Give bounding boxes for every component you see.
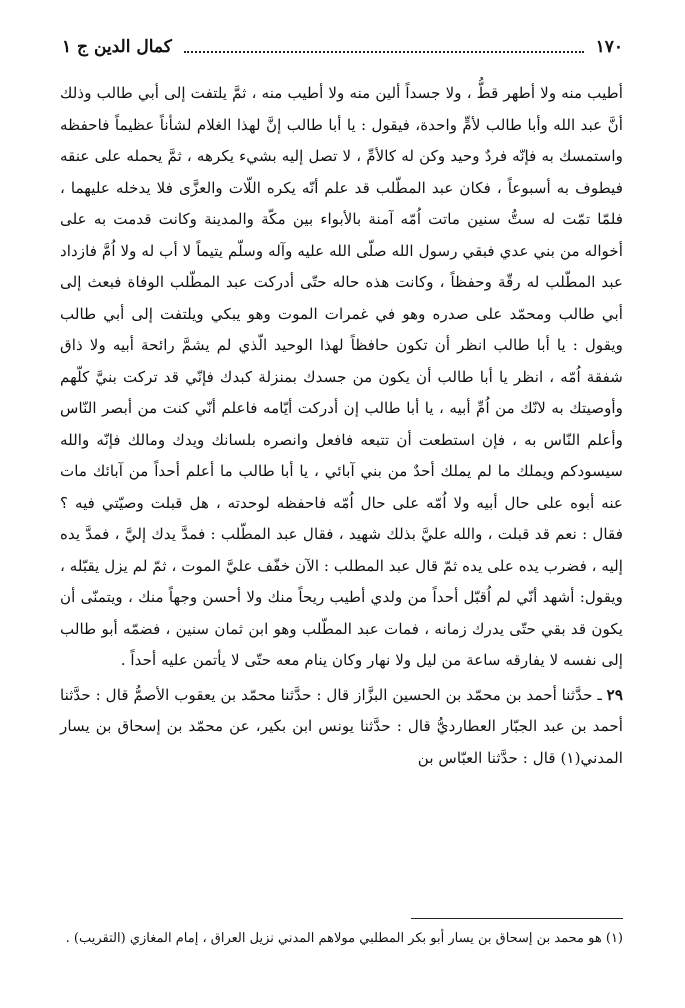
main-text <box>60 78 623 774</box>
hadith-number: ٢٩ <box>606 685 623 704</box>
footnote-divider <box>411 918 623 919</box>
hadith-text: ـ حدَّثنا أحمد بن محمّد بن الحسين البزَّاز قال : حدَّثنا محمّد بن يعقوب الأصمُّ قال : حدَّثنا أحمد بن عبد الجبّار العطارديُّ قال : حدَّثنا يونس ابن بكير، عن محمّد بن إسحاق بن يسار المدني(١) قال : حدَّثنا العبّاس بن <box>60 685 623 767</box>
hadith-paragraph <box>60 680 623 775</box>
page-number: ١٧٠ <box>595 37 623 57</box>
footnote-text: (١) هو محمد بن إسحاق بن يسار أبو بكر المطلبي مولاهم المدني نزيل العراق ، إمام المغازي (التقريب) . <box>65 931 623 946</box>
footnote <box>62 926 623 952</box>
book-title: كمال الدين ج ١ <box>62 37 172 57</box>
page-header <box>62 32 623 62</box>
body-paragraph: أطيب منه ولا أطهر قطُّ ، ولا جسداً ألين منه ولا أطيب منه ، ثمَّ يلتفت إلى أبي طالب وذلك أنَّ عبد الله وأبا طالب لأمٍّ واحدة، فيقول : يا أبا طالب إنَّ لهذا الغلام لشأناً عظيماً فاحفظه واستمسك به فإنّه فردٌ وحيد وكن له كالأمِّ ، لا تصل إليه بشيء يكرهه ، ثمَّ يحمله على عنقه فيطوف به أسبوعاً ، فكان عبد المطّلب قد علم أنّه يكره اللّات والعزَّى فلا يدخله عليهما ، فلمّا تمّت له ستُّ سنين ماتت اُمّه آمنة بالأبواء بين مكّة والمدينة وكانت قدمت به على أخواله من بني عدي فبقي رسول الله صلّى الله عليه وآله وسلّم يتيماً لا أب له ولا اُمَّ فازداد عبد المطّلب له رقّة وحفظاً ، وكانت هذه حاله حتّى أدركت عبد المطّلب الوفاة فبعث إلى أبي طالب ومحمّد على صدره وهو في غمرات الموت وهو يبكي ويلتفت إلى أبي طالب ويقول : يا أبا طالب انظر أن تكون حافظاً لهذا الوحيد الّذي لم يشمَّ رائحة أبيه ولا ذاق شفقة اُمّه ، انظر يا أبا طالب أن يكون من جسدك بمنزلة كبدك فإنّي قد تركت بنيَّ كلّهم وأوصيتك به لانّك من اُمِّ أبيه ، يا أبا طالب إن أدركت أيّامه فاعلم أنّي كنت من أبصر النّاس وأعلم النّاس به ، فإن استطعت أن تتبعه فافعل وانصره بلسانك ويدك ومالك فإنّه والله سيسودكم ويملك ما لم يملك أحدٌ من بني آبائي ، يا أبا طالب ما أعلم أحداً من آبائك مات عنه أبوه على حال أبيه ولا اُمّه على حال اُمّه فاحفظه لوحدته ، هل قبلت وصيّتي فيه ؟ فقال : نعم قد قبلت ، والله عليَّ بذلك شهيد ، فقال عبد المطّلب : فمدَّ يدك إليَّ ، فمدَّ يده إليه ، فضرب يده على يده ثمّ قال عبد المطلب : الآن خفّف عليَّ الموت ، ثمّ لم يزل يقبّله ، ويقول: أشهد أنّي لم اُقبّل أحداً من ولدي أطيب ريحاً منك ولا أحسن وجهاً منك ، ويتمنّى أن يكون قد بقي حتّى يدرك زمانه ، فمات عبد المطّلب وهو ابن ثمان سنين ، فضمّه أبو طالب إلى نفسه لا يفارقه ساعة من ليل ولا نهار وكان ينام معه حتّى لا يأتمن عليه أحداً . <box>60 84 623 669</box>
header-dotted-leader <box>184 41 584 53</box>
